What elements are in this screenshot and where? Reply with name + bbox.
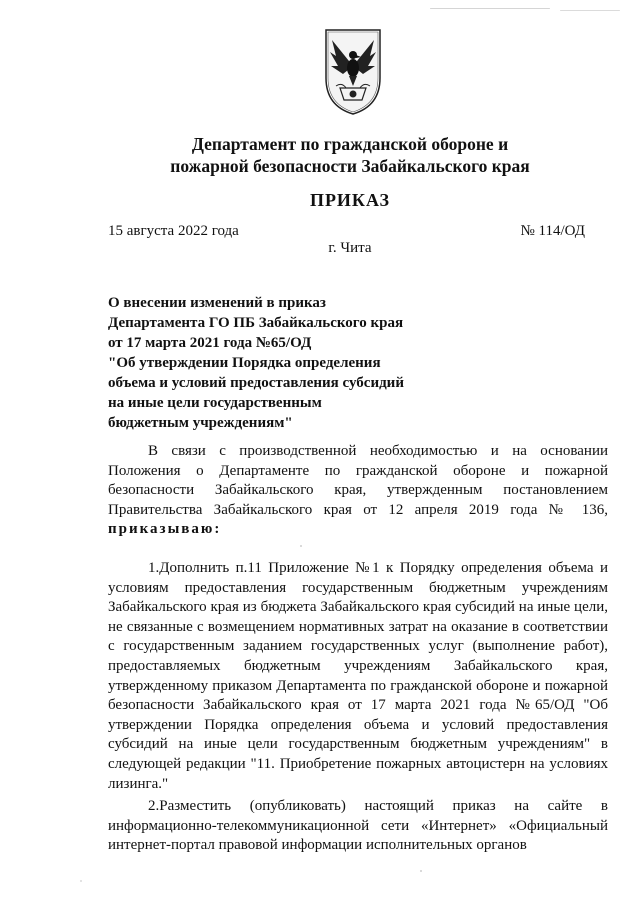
coat-of-arms-emblem <box>318 26 388 116</box>
order-body <box>108 442 608 856</box>
scan-speck <box>560 10 620 11</box>
preamble-text: В связи с производственной необходимостью и на основании Положения о Департаменте по гражданской обороне и пожарной безопасности Забайкальского края, утвержденным постановлением Правительства Забайкальского края от 12 апреля 2019 года № 136, <box>108 443 608 518</box>
order-number: № 114/ОД <box>520 223 585 239</box>
subject-line: бюджетным учреждениям" <box>108 415 293 431</box>
scan-speck <box>80 880 82 882</box>
subject-line: Департамента ГО ПБ Забайкальского края <box>108 315 404 331</box>
paragraph-item-2: 2.Разместить (опубликовать) настоящий приказ на сайте в информационно-телекоммуникационной сети «Интернет» «Официальный интернет-портал правовой информации исполнительных органов <box>108 798 608 854</box>
subject-line: на иные цели государственным <box>108 395 322 411</box>
order-city: г. Чита <box>328 240 372 256</box>
scan-speck <box>300 545 302 547</box>
paragraph-item-1: 1.Дополнить п.11 Приложение №1 к Порядку определения объема и условиям предоставления государственным бюджетным учреждениям Забайкальского края из бюджета Забайкальского края субсидий на иные цели, не связанные с возмещением нормативных затрат на оказание в соответствии с государственным заданием государственных услуг (выполнение работ), предоставляемых бюджетным учреждениям Забайкальского края, утвержденному приказом Департамента по гражданской обороне и пожарной безопасности Забайкальского края от 17 марта 2021 года №65/ОД "Об утверждении Порядка определения объема и условий предоставления субсидий на иные цели государственным бюджетным учреждениям" в следующей редакции "11. Приобретение пожарных автоцистерн на условиях лизинга." <box>108 559 608 792</box>
department-line-1: Департамент по гражданской обороне и <box>191 134 509 154</box>
subject-line: объема и условий предоставления субсидий <box>108 375 404 391</box>
subject-line: О внесении изменений в приказ <box>108 295 326 311</box>
department-line-2: пожарной безопасности Забайкальского края <box>170 156 530 176</box>
order-date: 15 августа 2022 года <box>108 223 239 239</box>
order-subject <box>108 293 428 433</box>
paragraph-preamble <box>108 442 608 540</box>
department-header <box>150 133 550 177</box>
subject-line: от 17 марта 2021 года №65/ОД <box>108 335 312 351</box>
order-keyword: приказываю: <box>108 521 222 538</box>
scan-speck <box>430 8 550 9</box>
subject-line: "Об утверждении Порядка определения <box>108 355 381 371</box>
scan-speck <box>420 870 422 872</box>
order-title: ПРИКАЗ <box>309 190 391 210</box>
